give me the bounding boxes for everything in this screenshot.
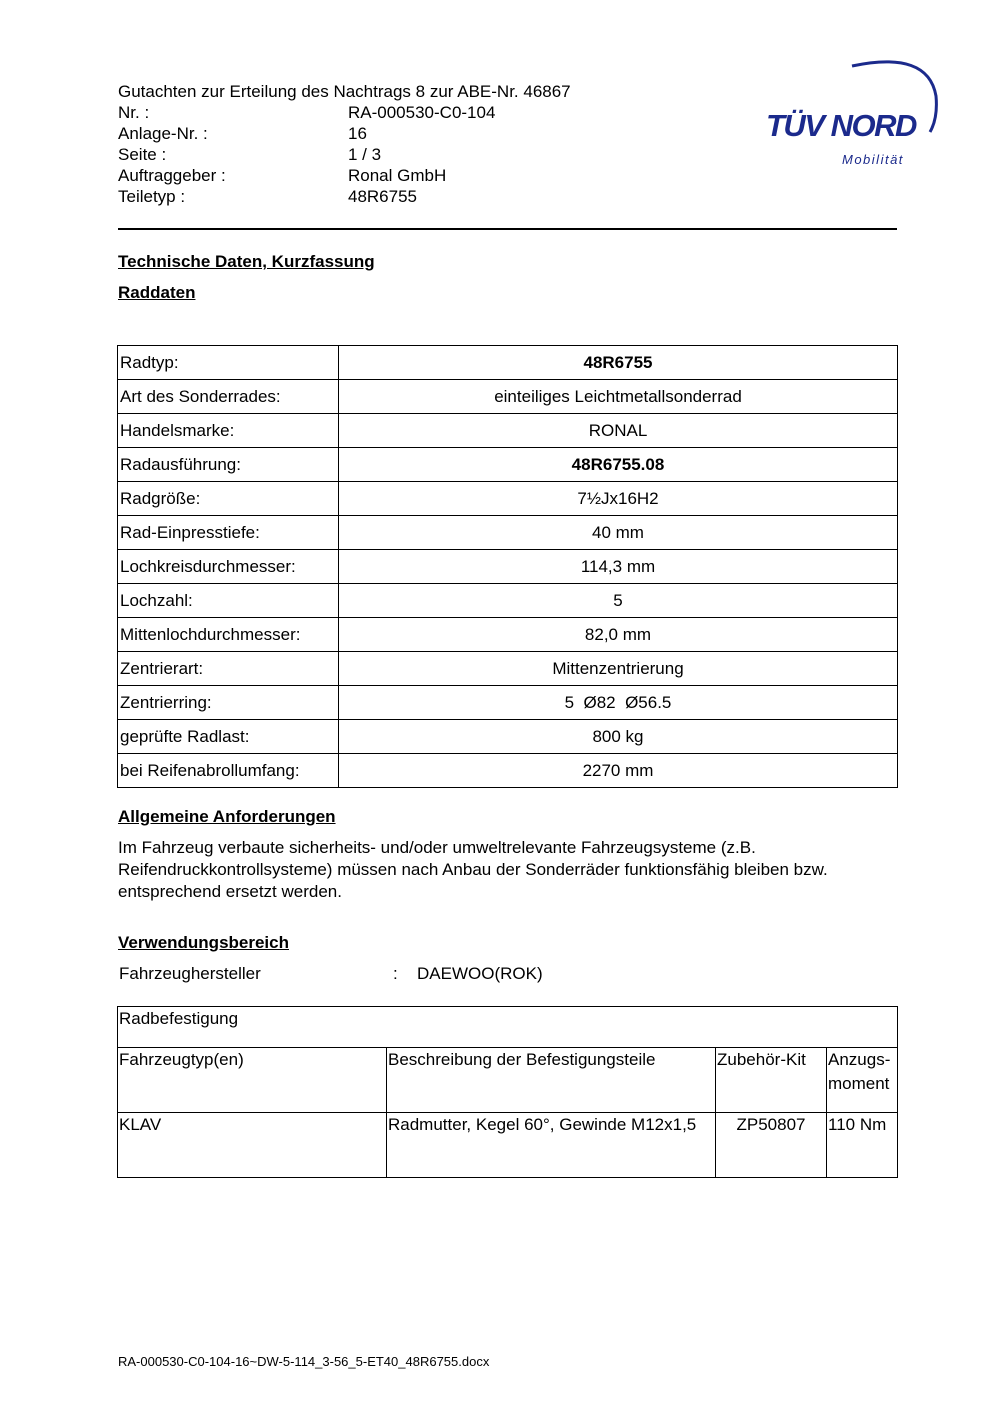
row-label: Mittenlochdurchmesser: (118, 618, 339, 652)
table-row (118, 584, 898, 618)
table-row (118, 1113, 898, 1178)
row-label: Radgröße: (118, 482, 339, 516)
table-row (118, 1007, 898, 1048)
header-divider (118, 228, 897, 230)
table-row (118, 618, 898, 652)
row-label: Handelsmarke: (118, 414, 339, 448)
cell-zubehoer-kit: ZP50807 (716, 1113, 827, 1178)
row-value: 800 kg (339, 720, 898, 754)
header-label-auftraggeber: Auftraggeber : (118, 166, 226, 185)
table-row (118, 652, 898, 686)
column-header: Fahrzeugtyp(en) (118, 1048, 387, 1113)
row-label: geprüfte Radlast: (118, 720, 339, 754)
fahrzeughersteller-value: DAEWOO(ROK) (417, 964, 543, 983)
row-label: Zentrierart: (118, 652, 339, 686)
table-row (118, 482, 898, 516)
row-value: 5 (339, 584, 898, 618)
column-header: Zubehör-Kit (716, 1048, 827, 1113)
row-value: 114,3 mm (339, 550, 898, 584)
section-heading-allgemeine: Allgemeine Anforderungen (118, 807, 336, 826)
section-heading-verwendung: Verwendungsbereich (118, 933, 289, 952)
svg-text:TÜV NORD: TÜV NORD (766, 108, 916, 143)
table-row (118, 346, 898, 380)
row-value: 48R6755 (339, 346, 898, 380)
row-value: 2270 mm (339, 754, 898, 788)
row-label: Radtyp: (118, 346, 339, 380)
document-title: Gutachten zur Erteilung des Nachtrags 8 zur ABE-Nr. 46867 (118, 82, 571, 101)
table-row (118, 686, 898, 720)
row-label: Rad-Einpresstiefe: (118, 516, 339, 550)
section-heading-technische-daten: Technische Daten, Kurzfassung (118, 252, 375, 271)
row-value: RONAL (339, 414, 898, 448)
row-value: 40 mm (339, 516, 898, 550)
table-row (118, 380, 898, 414)
footer-filename: RA-000530-C0-104-16~DW-5-114_3-56_5-ET40_48R6755.docx (118, 1354, 490, 1369)
header-value-auftraggeber: Ronal GmbH (348, 166, 447, 185)
raddaten-table (117, 345, 898, 788)
column-header: Beschreibung der Befestigungsteile (387, 1048, 716, 1113)
table-row (118, 754, 898, 788)
row-label: Art des Sonderrades: (118, 380, 339, 414)
tuv-nord-logo (760, 56, 945, 174)
table-row (118, 516, 898, 550)
row-value: 5 Ø82 Ø56.5 (339, 686, 898, 720)
row-label: Radausführung: (118, 448, 339, 482)
cell-beschreibung: Radmutter, Kegel 60°, Gewinde M12x1,5 (387, 1113, 716, 1178)
header-label-nr: Nr. : (118, 103, 150, 122)
allgemeine-paragraph: Im Fahrzeug verbaute sicherheits- und/oder umweltrelevante Fahrzeugsysteme (z.B. Reifendruckkontrollsysteme) müssen nach Anbau der Sonderräder funktionsfähig bleiben bzw. entsprechend ersetzt werden. (118, 838, 828, 901)
header-label-teiletyp: Teiletyp : (118, 187, 186, 206)
header-value-nr: RA-000530-C0-104 (348, 103, 496, 122)
table-header-row (118, 1048, 898, 1113)
row-value: 7½Jx16H2 (339, 482, 898, 516)
row-value: 48R6755.08 (339, 448, 898, 482)
table-row (118, 448, 898, 482)
row-label: bei Reifenabrollumfang: (118, 754, 339, 788)
radbefestigung-table (117, 1006, 898, 1178)
table-row (118, 414, 898, 448)
fahrzeughersteller-label: Fahrzeughersteller (119, 964, 261, 983)
header-value-anlage: 16 (348, 124, 367, 143)
fahrzeughersteller-colon: : (393, 964, 398, 983)
section-heading-raddaten: Raddaten (118, 283, 196, 302)
column-header: Anzugs-moment (827, 1048, 898, 1113)
row-label: Zentrierring: (118, 686, 339, 720)
row-label: Lochzahl: (118, 584, 339, 618)
header-value-seite: 1 / 3 (348, 145, 382, 164)
header-value-teiletyp: 48R6755 (348, 187, 418, 206)
radbefestigung-title: Radbefestigung (118, 1007, 898, 1048)
table-row (118, 550, 898, 584)
row-label: Lochkreisdurchmesser: (118, 550, 339, 584)
logo-subtitle: Mobilität (842, 152, 904, 167)
header-label-seite: Seite : (118, 145, 167, 164)
table-row (118, 720, 898, 754)
cell-anzugsmoment: 110 Nm (827, 1113, 898, 1178)
cell-fahrzeugtyp: KLAV (118, 1113, 387, 1178)
row-value: Mittenzentrierung (339, 652, 898, 686)
row-value: einteiliges Leichtmetallsonderrad (339, 380, 898, 414)
row-value: 82,0 mm (339, 618, 898, 652)
header-label-anlage: Anlage-Nr. : (118, 124, 208, 143)
